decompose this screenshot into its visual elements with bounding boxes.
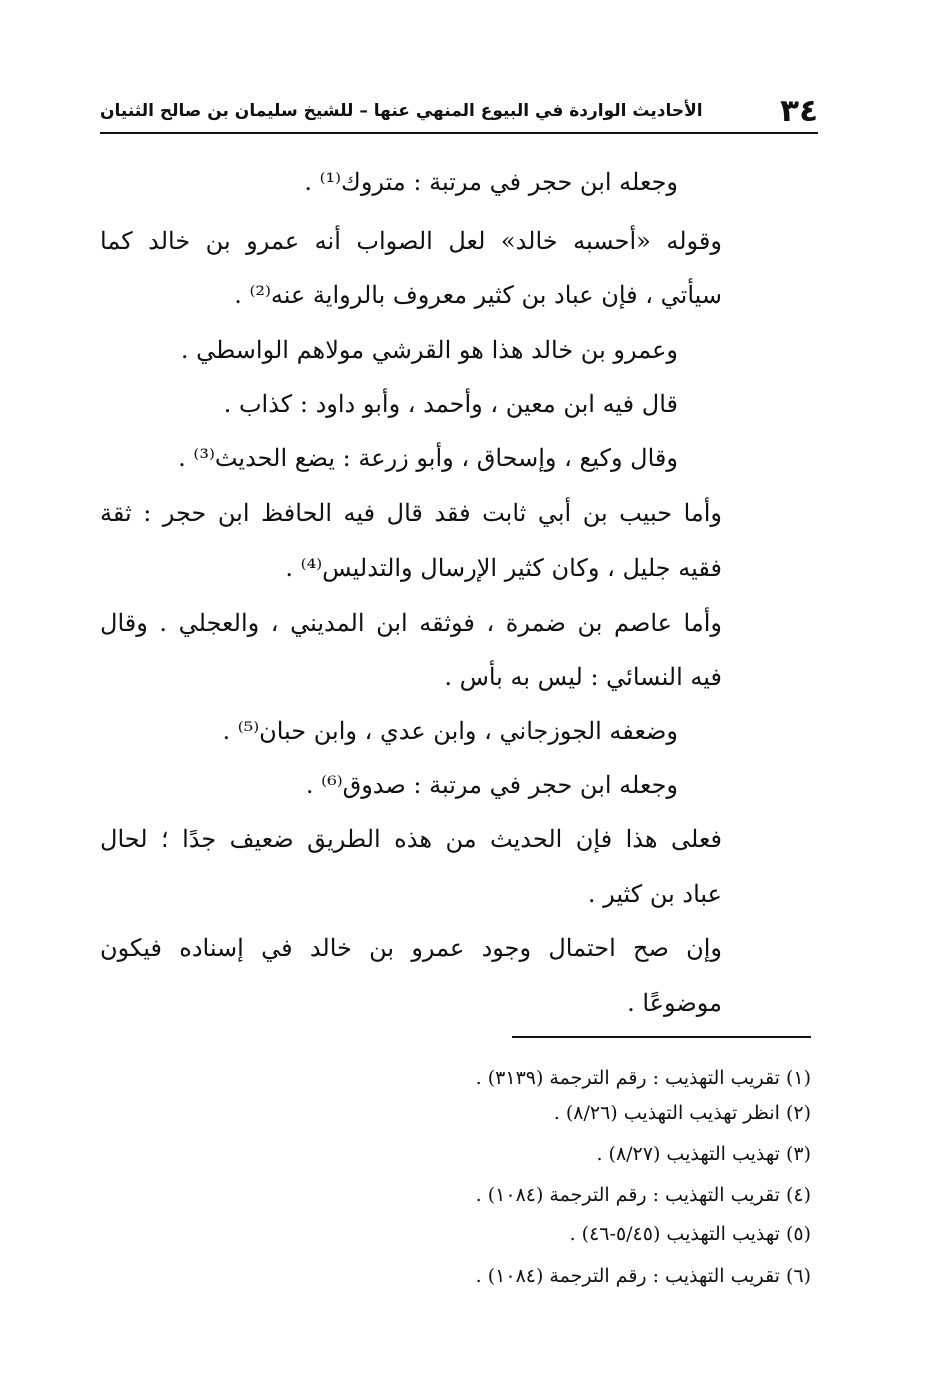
running-title: الأحاديث الواردة في البيوع المنهي عنها – للشيخ سليمان بن صالح الثنيان xyxy=(100,101,703,121)
footnote: (٤) تقريب التهذيب : رقم الترجمة (١٠٨٤) . xyxy=(475,1184,811,1206)
footnote-divider xyxy=(512,1036,811,1038)
body-line: وأما حبيب بن أبي ثابت فقد قال فيه الحافظ ابن حجر : ثقة xyxy=(100,499,722,527)
body-line: وإن صح احتمال وجود عمرو بن خالد في إسناده فيكون xyxy=(100,934,722,962)
body-line: سيأتي ، فإن عباد بن كثير معروف بالرواية عنه⁽²⁾ . xyxy=(234,281,722,309)
body-line: وأما عاصم بن ضمرة ، فوثقه ابن المديني ، والعجلي . وقال xyxy=(100,609,722,637)
body-line: فعلى هذا فإن الحديث من هذه الطريق ضعيف جدًا ؛ لحال xyxy=(100,825,722,853)
body-line: وضعفه الجوزجاني ، وابن عدي ، وابن حبان⁽⁵⁾ . xyxy=(222,717,678,745)
footnote: (٣) تهذيب التهذيب (٨/٢٧) . xyxy=(596,1143,811,1165)
page-header xyxy=(100,92,818,134)
body-line: موضوعًا . xyxy=(627,989,722,1017)
body-line: وقوله «أحسبه خالد» لعل الصواب أنه عمرو بن خالد كما xyxy=(100,227,722,255)
page-number: ٣٤ xyxy=(780,93,818,129)
body-line: وجعله ابن حجر في مرتبة : صدوق⁽⁶⁾ . xyxy=(305,771,678,799)
body-line: فيه النسائي : ليس به بأس . xyxy=(444,663,722,691)
body-line: وقال وكيع ، وإسحاق ، وأبو زرعة : يضع الحديث⁽³⁾ . xyxy=(178,444,678,472)
footnote: (٢) انظر تهذيب التهذيب (٨/٢٦) . xyxy=(553,1102,811,1124)
body-line: وعمرو بن خالد هذا هو القرشي مولاهم الواسطي . xyxy=(180,336,678,364)
body-line: وجعله ابن حجر في مرتبة : متروك⁽¹⁾ . xyxy=(304,168,678,196)
footnote: (٦) تقريب التهذيب : رقم الترجمة (١٠٨٤) . xyxy=(475,1265,811,1287)
footnote: (١) تقريب التهذيب : رقم الترجمة (٣١٣٩) . xyxy=(475,1067,811,1089)
body-line: قال فيه ابن معين ، وأحمد ، وأبو داود : كذاب . xyxy=(223,390,678,418)
footnote: (٥) تهذيب التهذيب (٥/٤٥-٤٦) . xyxy=(569,1223,811,1245)
body-line: عباد بن كثير . xyxy=(587,880,722,908)
body-line: فقيه جليل ، وكان كثير الإرسال والتدليس⁽⁴⁾ . xyxy=(285,554,722,582)
